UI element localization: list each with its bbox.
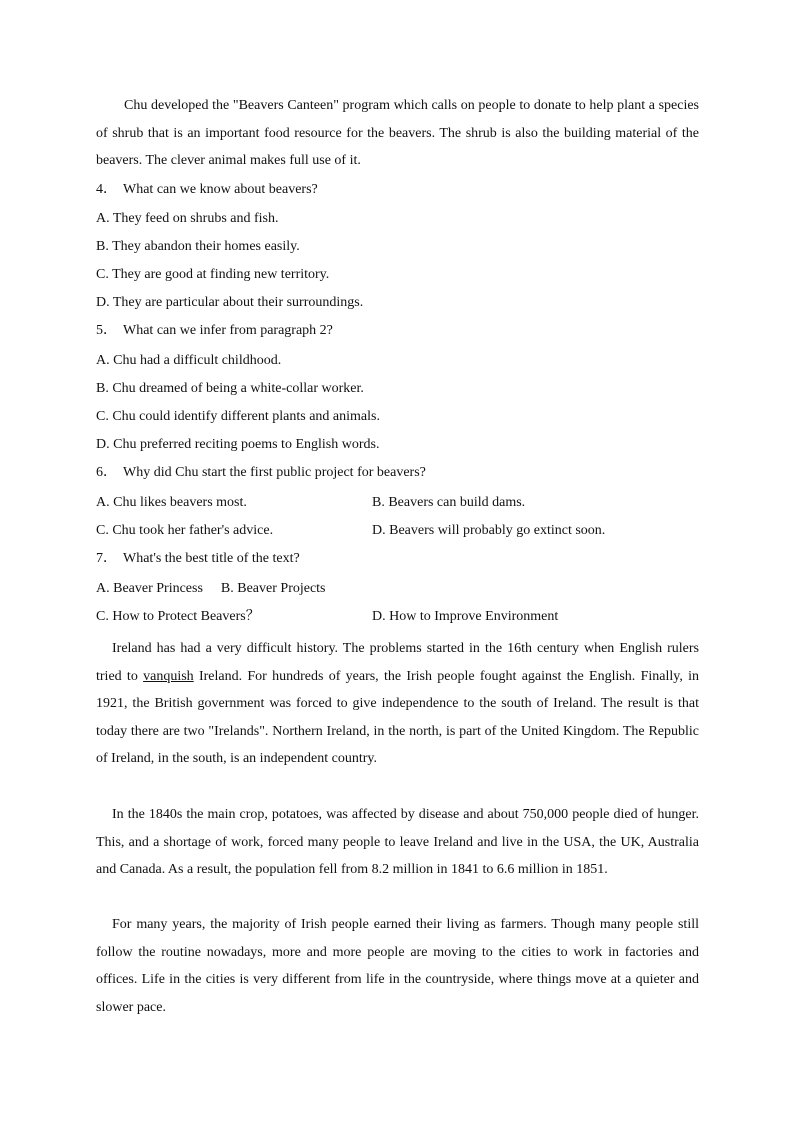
question-4-stem	[96, 180, 318, 200]
question-text: What's the best title of the text?	[123, 551, 300, 566]
question-5-stem	[96, 321, 333, 341]
paragraph-text: Ireland. For hundreds of years, the Irish people fought against the English. Finally, in 1921, the British government was forced to give independence to the south of Ireland. The result is that today there are two "Irelands". Northern Ireland, in the north, is part of the United Kingdom. The Republic of Ireland, in the south, is an independent country.	[96, 668, 700, 767]
question-number: 6．	[96, 465, 117, 480]
question-7-option-d: D. How to Improve Environment	[372, 609, 559, 624]
question-number: 4．	[96, 182, 117, 197]
question-4-option-a: A. They feed on shrubs and fish.	[96, 211, 279, 226]
passage-paragraph: Chu developed the "Beavers Canteen" program which calls on people to donate to help plant a species of shrub that is an important food resource for the beavers. The shrub is also the building material of the beavers. The clever animal makes full use of it.	[96, 98, 699, 169]
passage2-paragraph-2: In the 1840s the main crop, potatoes, was affected by disease and about 750,000 people died of hunger. This, and a shortage of work, forced many people to leave Ireland and live in the USA, the UK, Australia and Canada. As a result, the population fell from 8.2 million in 1841 to 6.6 million in 1851.	[96, 807, 699, 878]
question-7-option-b: B. Beaver Projects	[220, 581, 326, 596]
paragraph-text: Ireland has had a very difficult history. The problems started in the 16th century when English rulers tried to	[96, 641, 699, 684]
passage2-paragraph-3: For many years, the majority of Irish people earned their living as farmers. Though many people still follow the routine nowadays, more and more people are moving to the cities to work in factories and offices. Life in the cities is very different from life in the countryside, where things move at a quieter and slower pace.	[96, 917, 699, 1015]
question-number: 7．	[96, 551, 117, 566]
question-7-option-c: C. How to Protect Beavers？	[96, 609, 260, 624]
question-6-option-b: B. Beavers can build dams.	[372, 495, 526, 510]
underlined-word: vanquish	[143, 668, 194, 684]
question-6-stem	[96, 463, 426, 483]
question-6-option-d: D. Beavers will probably go extinct soon.	[372, 523, 606, 538]
question-6-option-c: C. Chu took her father's advice.	[96, 523, 274, 538]
question-number: 5．	[96, 323, 117, 338]
question-5-option-b: B. Chu dreamed of being a white-collar worker.	[96, 381, 364, 396]
question-4-option-d: D. They are particular about their surroundings.	[96, 295, 364, 310]
question-4-option-b: B. They abandon their homes easily.	[96, 239, 300, 254]
question-6-option-a: A. Chu likes beavers most.	[96, 495, 247, 510]
question-4-option-c: C. They are good at finding new territory.	[96, 267, 330, 282]
passage2-paragraph-1	[96, 635, 699, 773]
question-5-option-c: C. Chu could identify different plants and animals.	[96, 409, 380, 424]
question-7-stem	[96, 549, 300, 569]
question-text: Why did Chu start the first public project for beavers?	[123, 465, 426, 480]
question-text: What can we know about beavers?	[123, 182, 318, 197]
question-5-option-a: A. Chu had a difficult childhood.	[96, 353, 282, 368]
question-7-options-ab	[96, 579, 326, 599]
question-text: What can we infer from paragraph 2?	[123, 323, 333, 338]
question-5-option-d: D. Chu preferred reciting poems to English words.	[96, 437, 380, 452]
question-7-option-a: A. Beaver Princess	[96, 581, 203, 596]
